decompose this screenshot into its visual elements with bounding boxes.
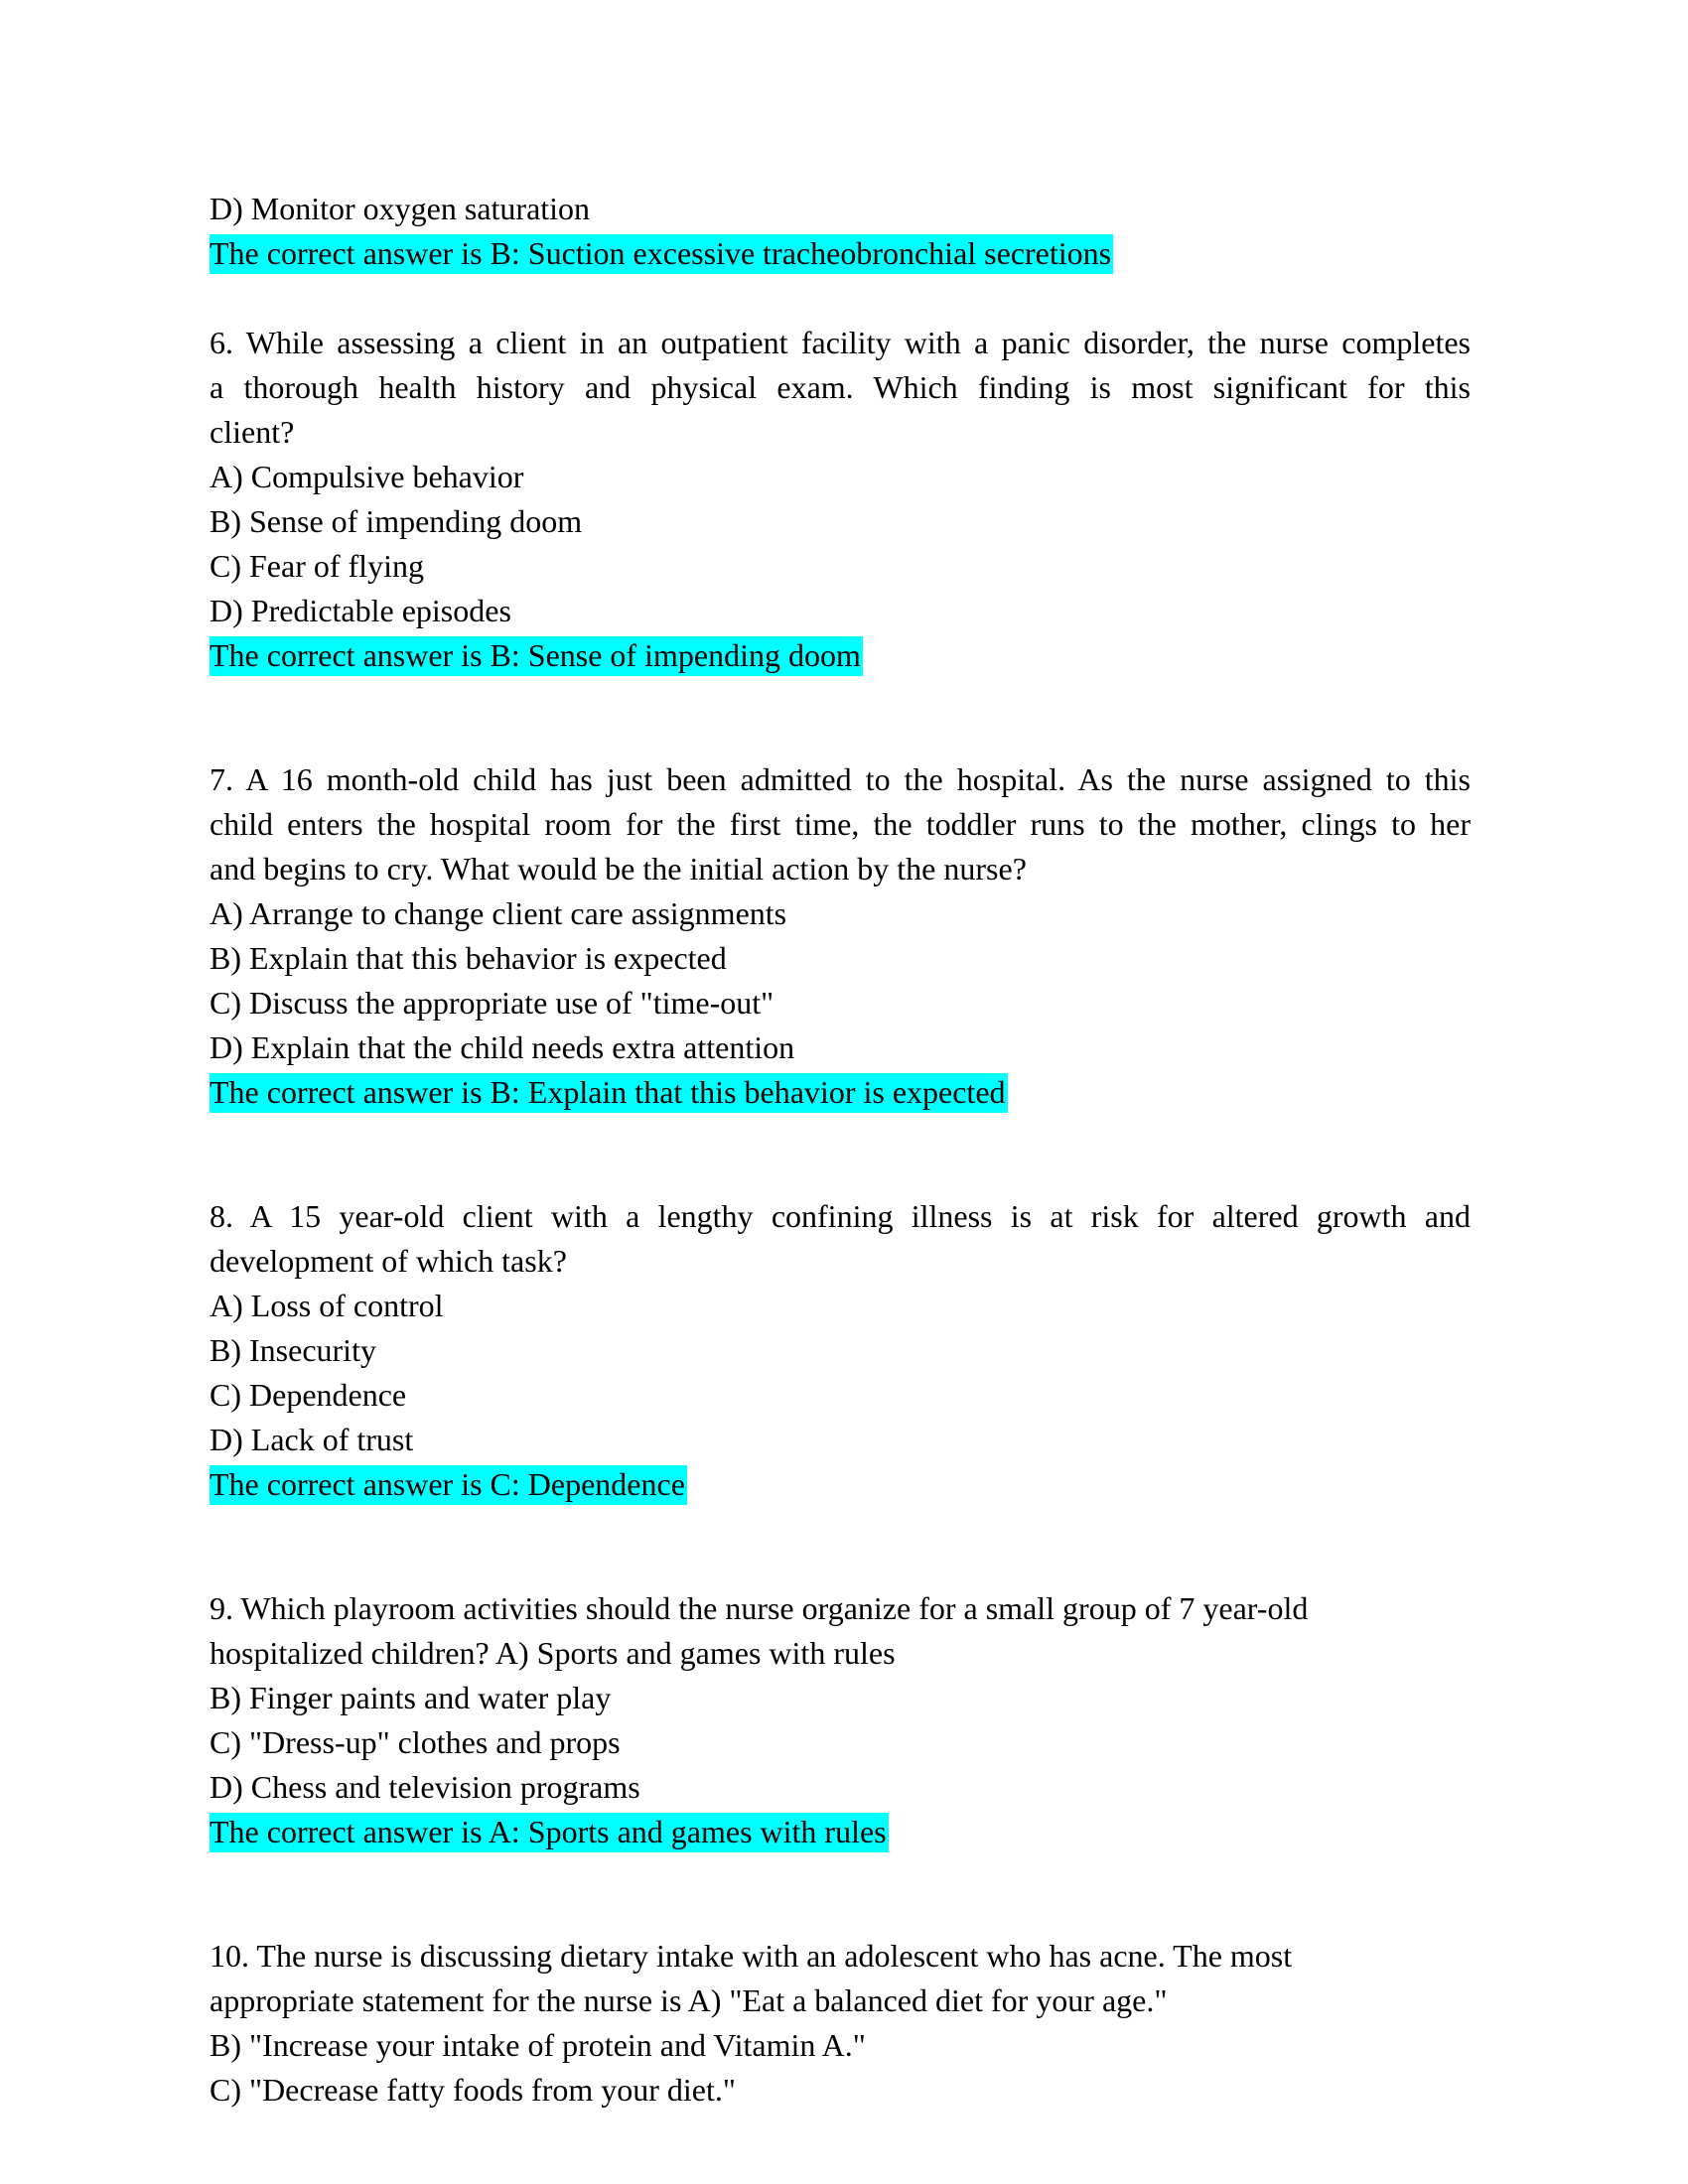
question-7-answer-line [210,1070,1471,1115]
spacer [210,1115,1471,1194]
answer-highlight: The correct answer is C: Dependence [210,1465,687,1505]
question-6-block [210,321,1471,678]
question-6-answer-line [210,633,1471,678]
question-7-option-c: C) Discuss the appropriate use of "time-out" [210,985,774,1021]
question-5-tail [210,187,1471,276]
question-10-line: 10. The nurse is discussing dietary intake with an adolescent who has acne. The most [210,1938,1293,1974]
spacer [210,1854,1471,1934]
question-7-option-d: D) Explain that the child needs extra attention [210,1029,795,1065]
spacer [210,678,1471,757]
question-8-option-d: D) Lack of trust [210,1422,414,1457]
question-6-text [210,321,1471,455]
question-9-option-b: B) Finger paints and water play [210,1680,612,1715]
question-6-line: client? [210,414,295,450]
question-9-block [210,1586,1471,1854]
question-9-answer-line [210,1810,1471,1854]
question-8-block [210,1194,1471,1507]
question-7-option-a: A) Arrange to change client care assignments [210,895,787,931]
question-8-option-b: B) Insecurity [210,1332,376,1368]
spacer [210,276,1471,321]
question-9-line: hospitalized children? A) Sports and games with rules [210,1635,896,1671]
question-8-line: development of which task? [210,1243,567,1279]
question-7-line: and begins to cry. What would be the initial action by the nurse? [210,851,1027,887]
question-6-line: 6. While assessing a client in an outpatient facility with a panic disorder, the nurse completes [210,325,1471,360]
answer-highlight: The correct answer is B: Suction excessive tracheobronchial secretions [210,234,1113,274]
question-9-text [210,1586,1471,1676]
question-6-option-b: B) Sense of impending doom [210,503,583,539]
question-10-line: appropriate statement for the nurse is A) "Eat a balanced diet for your age." [210,1982,1168,2018]
question-7-text [210,757,1471,891]
answer-highlight: The correct answer is B: Sense of impending doom [210,636,863,676]
answer-highlight: The correct answer is A: Sports and games with rules [210,1813,889,1852]
question-8-option-c: C) Dependence [210,1377,407,1413]
question-7-line: 7. A 16 month-old child has just been admitted to the hospital. As the nurse assigned to this [210,761,1471,797]
question-7-option-b: B) Explain that this behavior is expected [210,940,727,976]
question-10-option-c: C) "Decrease fatty foods from your diet." [210,2072,736,2108]
question-10-option-b: B) "Increase your intake of protein and Vitamin A." [210,2027,866,2063]
question-9-option-d: D) Chess and television programs [210,1769,640,1805]
question-10-block [210,1934,1471,2113]
question-8-line: 8. A 15 year-old client with a lengthy confining illness is at risk for altered growth and [210,1198,1471,1234]
question-10-text [210,1934,1471,2023]
question-8-option-a: A) Loss of control [210,1288,444,1323]
question-6-line: a thorough health history and physical exam. Which finding is most significant for this [210,369,1471,405]
question-6-option-a: A) Compulsive behavior [210,459,524,494]
question-8-text [210,1194,1471,1284]
question-9-line: 9. Which playroom activities should the nurse organize for a small group of 7 year-old [210,1590,1309,1626]
question-7-line: child enters the hospital room for the first time, the toddler runs to the mother, clings to her [210,806,1471,842]
question-6-option-c: C) Fear of flying [210,548,424,584]
question-8-answer-line [210,1462,1471,1507]
answer-highlight: The correct answer is B: Explain that this behavior is expected [210,1073,1008,1113]
question-9-option-c: C) "Dress-up" clothes and props [210,1724,621,1760]
question-7-block [210,757,1471,1115]
spacer [210,1507,1471,1586]
question-5-answer-line [210,231,1471,276]
question-5-option-d: D) Monitor oxygen saturation [210,191,591,226]
question-6-option-d: D) Predictable episodes [210,593,511,628]
